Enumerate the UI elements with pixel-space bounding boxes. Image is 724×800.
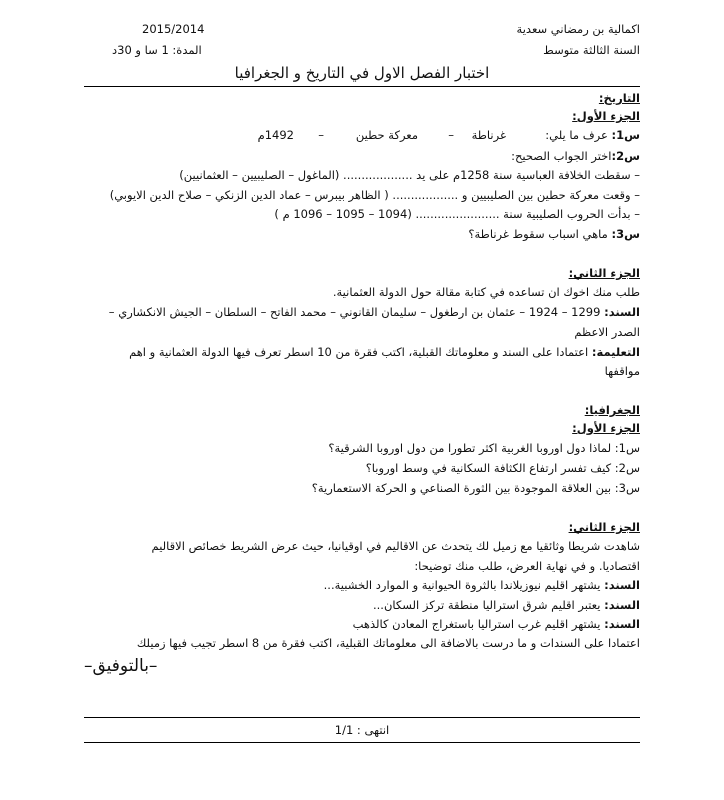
q1-sep-2: – [318,128,324,142]
geography-part2-heading: الجزء الثاني: [568,520,640,534]
history-heading: التاريخ: [598,91,640,105]
history-instruction: التعليمة: اعتمادا على السند و معلوماتك القبلية، اكتب فقرة من 10 اسطر تعرف فيها الدولة العثمانية و اهم [129,345,640,359]
geography-question: س2: كيف تفسر ارتفاع الكثافة السكانية في وسط اوروبا؟ [365,461,640,475]
footer-divider-top [84,717,640,718]
school-year: 2015/2014 [142,22,205,36]
geography-source: السند: يشتهر اقليم غرب استراليا باستغراج المعادن كالذهب [352,617,640,631]
q1-term-hattin: معركة حطين [355,128,418,142]
history-q3: س3: ماهي اسباب سقوط غرناطة؟ [468,227,640,241]
geography-heading: الجغرافيا: [584,403,640,417]
geography-source: السند: يعتبر اقليم شرق استراليا منطقة تركز السكان... [372,598,640,612]
history-q2: س2:اختر الجواب الصحيح: [511,149,640,163]
closing-wish: –بالتوفيق– [84,656,158,676]
history-part2-heading: الجزء الثاني: [568,266,640,280]
q2-item: – سقطت الخلافة العباسية سنة 1258م على يد ................... (الماغول – الصليبيين – العثمانيين) [179,168,640,182]
exam-title: اختبار الفصل الاول في التاريخ و الجغرافيا [234,64,490,82]
school-name: اكمالية بن رمضاني سعدية [516,22,640,36]
footer-divider-bottom [84,742,640,743]
geography-question: س3: بين العلاقة الموجودة بين الثورة الصناعي و الحركة الاستعمارية؟ [311,481,640,495]
geography-part2-intro: شاهدت شريطا وثائقيا مع زميل لك يتحدث عن الاقاليم في اوقيانيا، حيث عرض الشريط خصائص الاقاليم [151,539,640,553]
history-support-cont: الصدر الاعظم [574,325,640,339]
q1-term-granada: غرناطة [471,128,506,142]
history-instruction-cont: مواقفها [604,364,640,378]
history-part1-heading: الجزء الأول: [572,109,640,123]
q1-sep-1: – [448,128,454,142]
geography-part1-heading: الجزء الأول: [572,421,640,435]
history-part2-intro: طلب منك اخوك ان تساعده في كتابة مقالة حول الدولة العثمانية. [332,285,640,299]
exam-duration: المدة: 1 سا و 30د [112,43,202,57]
geography-question: س1: لماذا دول اوروبا الغربية اكثر تطورا من دول اوروبا الشرقية؟ [328,441,640,455]
page-footer: انتهى : 1/1 [334,723,390,737]
history-support: السند: 1299 – 1924 – عثمان بن ارطغول – سليمان القانوني – محمد الفاتح – السلطان – الجيش الانكشاري – [108,305,640,319]
geography-source: السند: يشتهر اقليم نيوزيلاندا بالثروة الحيوانية و الموارد الخشبية... [323,578,640,592]
q2-item: – بدأت الحروب الصليبية سنة ....................... (1094 – 1095 – 1096 م ) [274,207,640,221]
history-q1: س1: عرف ما يلي: [545,128,640,142]
class-level: السنة الثالثة متوسط [543,43,640,57]
geography-part2-intro-cont: اقتصاديا. و في نهاية العرض، طلب منك توضيحا: [414,559,640,573]
geography-task: اعتمادا على السندات و ما درست بالاضافة الى معلوماتك القبلية، اكتب فقرة من 8 اسطر تجيب فيها زميلك [136,636,640,650]
q2-item: – وقعت معركة حطين بين الصليبيين و .................. ( الظاهر بيبرس – عماد الدين الزنكي – صلاح الدين الايوبي) [109,188,640,202]
header-divider [84,86,640,87]
q1-term-1492: 1492م [257,128,294,142]
